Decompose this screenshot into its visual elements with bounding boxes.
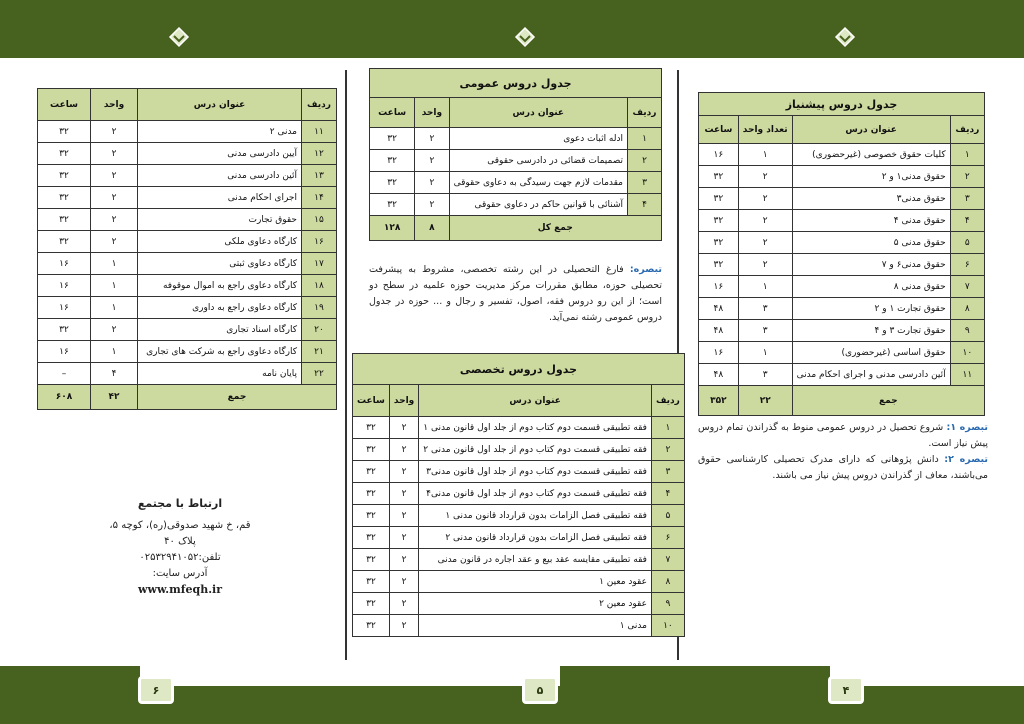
table-row bbox=[699, 188, 985, 210]
table-row bbox=[38, 209, 337, 231]
course-title: آشنائی با قوانین حاکم در دعاوی حقوقی bbox=[449, 194, 627, 216]
course-title: مدنی ۲ bbox=[138, 121, 302, 143]
table-row bbox=[699, 144, 985, 166]
row-number: ۴ bbox=[950, 210, 984, 232]
table-row bbox=[38, 319, 337, 341]
course-hours: ۳۲ bbox=[370, 128, 415, 150]
table-row bbox=[38, 231, 337, 253]
course-title: حقوق مدنی۳ bbox=[792, 188, 950, 210]
course-units: ۲ bbox=[389, 571, 418, 593]
course-hours: ۳۲ bbox=[38, 319, 91, 341]
course-units: ۲ bbox=[415, 194, 449, 216]
row-number: ۲۲ bbox=[302, 363, 337, 385]
course-units: ۱ bbox=[91, 341, 138, 363]
course-units: ۲ bbox=[738, 166, 792, 188]
page-number-middle: ۵ bbox=[522, 676, 558, 704]
course-title: فقه تطبیقی مقایسه عقد بیع و عقد اجاره در قانون مدنی bbox=[419, 549, 652, 571]
note-2 bbox=[698, 452, 988, 484]
course-hours: ۳۲ bbox=[353, 615, 390, 637]
page-divider-left bbox=[345, 70, 347, 660]
course-hours: ۳۲ bbox=[699, 232, 739, 254]
special-table-caption: جدول دروس تخصصی bbox=[353, 354, 685, 385]
page-number-right: ۴ bbox=[828, 676, 864, 704]
table-row bbox=[38, 297, 337, 319]
course-title: حقوق تجارت bbox=[138, 209, 302, 231]
course-title: مدنی ۱ bbox=[419, 615, 652, 637]
course-title: حقوق مدنی۶ و ۷ bbox=[792, 254, 950, 276]
course-units: ۲ bbox=[91, 121, 138, 143]
course-units: ۱ bbox=[738, 144, 792, 166]
col-title: عنوان درس bbox=[792, 116, 950, 144]
table-row bbox=[370, 150, 662, 172]
table-row bbox=[353, 593, 685, 615]
course-units: ۲ bbox=[389, 483, 418, 505]
course-units: ۲ bbox=[91, 209, 138, 231]
table-row bbox=[370, 128, 662, 150]
general-note bbox=[369, 262, 662, 326]
total-label: جمع bbox=[138, 385, 337, 410]
total-label: جمع bbox=[792, 386, 984, 416]
row-number: ۹ bbox=[950, 320, 984, 342]
emblem-icon-right bbox=[834, 26, 856, 48]
general-table-caption: جدول دروس عمومی bbox=[370, 69, 662, 98]
table-row bbox=[370, 172, 662, 194]
course-units: ۱ bbox=[91, 297, 138, 319]
prerequisite-courses-table bbox=[698, 92, 985, 416]
course-title: عقود معین ۲ bbox=[419, 593, 652, 615]
table-row bbox=[699, 342, 985, 364]
note-1 bbox=[698, 420, 988, 452]
course-hours: – bbox=[38, 363, 91, 385]
course-title: حقوق تجارت ۱ و ۲ bbox=[792, 298, 950, 320]
note-label: تبصره ۲: bbox=[944, 454, 989, 465]
col-row: ردیف bbox=[651, 385, 684, 417]
col-title: عنوان درس bbox=[449, 98, 627, 128]
row-number: ۷ bbox=[950, 276, 984, 298]
course-title: پایان نامه bbox=[138, 363, 302, 385]
course-hours: ۳۲ bbox=[353, 483, 390, 505]
row-number: ۲ bbox=[950, 166, 984, 188]
row-number: ۱۰ bbox=[651, 615, 684, 637]
bottom-band-notch-right bbox=[560, 666, 830, 686]
course-title: کلیات حقوق خصوصی (غیرحضوری) bbox=[792, 144, 950, 166]
course-hours: ۱۶ bbox=[38, 341, 91, 363]
course-hours: ۳۲ bbox=[38, 143, 91, 165]
table-row bbox=[353, 571, 685, 593]
row-number: ۲ bbox=[651, 439, 684, 461]
row-number: ۱۰ bbox=[950, 342, 984, 364]
course-units: ۲ bbox=[91, 143, 138, 165]
note-label: تبصره: bbox=[629, 264, 662, 275]
general-courses-table bbox=[369, 68, 662, 241]
course-title: آئین دادرسی مدنی و اجرای احکام مدنی bbox=[792, 364, 950, 386]
row-number: ۲۱ bbox=[302, 341, 337, 363]
course-title: آئین دادرسی مدنی bbox=[138, 165, 302, 187]
table-row bbox=[38, 253, 337, 275]
course-hours: ۱۶ bbox=[699, 144, 739, 166]
contact-block bbox=[100, 496, 260, 598]
prereq-notes bbox=[698, 420, 988, 484]
course-title: کارگاه دعاوی ملکی bbox=[138, 231, 302, 253]
row-number: ۸ bbox=[950, 298, 984, 320]
row-number: ۱۵ bbox=[302, 209, 337, 231]
row-number: ۱۲ bbox=[302, 143, 337, 165]
course-units: ۲ bbox=[91, 319, 138, 341]
course-title: حقوق مدنی ۴ bbox=[792, 210, 950, 232]
course-hours: ۳۲ bbox=[353, 593, 390, 615]
course-hours: ۳۲ bbox=[38, 121, 91, 143]
course-units: ۳ bbox=[738, 364, 792, 386]
course-hours: ۳۲ bbox=[699, 188, 739, 210]
col-title: عنوان درس bbox=[419, 385, 652, 417]
table-row bbox=[353, 505, 685, 527]
col-unit: واحد bbox=[389, 385, 418, 417]
course-title: حقوق مدنی ۸ bbox=[792, 276, 950, 298]
course-units: ۲ bbox=[389, 615, 418, 637]
table-row bbox=[699, 166, 985, 188]
course-units: ۲ bbox=[415, 150, 449, 172]
course-hours: ۴۸ bbox=[699, 364, 739, 386]
course-units: ۲ bbox=[91, 187, 138, 209]
row-number: ۵ bbox=[950, 232, 984, 254]
table-row bbox=[699, 210, 985, 232]
table-row bbox=[38, 165, 337, 187]
row-number: ۶ bbox=[950, 254, 984, 276]
col-unit: واحد bbox=[415, 98, 449, 128]
course-units: ۲ bbox=[389, 439, 418, 461]
course-units: ۲ bbox=[738, 232, 792, 254]
course-units: ۱ bbox=[738, 276, 792, 298]
contact-site-label: آدرس سایت: bbox=[152, 568, 208, 579]
table-row bbox=[353, 417, 685, 439]
course-title: مقدمات لازم جهت رسیدگی به دعاوی حقوقی bbox=[449, 172, 627, 194]
prereq-table-caption: جدول دروس پیشنیاز bbox=[699, 93, 985, 116]
course-title: حقوق مدنی۱ و ۲ bbox=[792, 166, 950, 188]
course-hours: ۳۲ bbox=[353, 527, 390, 549]
course-units: ۲ bbox=[389, 549, 418, 571]
table-row bbox=[353, 549, 685, 571]
note-text: فارغ التحصیلی در این رشته تخصصی، مشروط به پیشرفت تحصیلی حوزه، مطابق مقررات مرکز مدیریت حوزه علمیه در سطح دو است؛ از این رو دروس فقه، اصول، تفسیر و رجال و ... حوزه در جدول دروس عمومی رشته نمی‌آید. bbox=[369, 264, 662, 323]
course-title: کارگاه دعاوی راجع به شرکت های تجاری bbox=[138, 341, 302, 363]
top-band bbox=[0, 0, 1024, 58]
course-title: فقه تطبیقی فصل الزامات بدون قرارداد قانون مدنی ۱ bbox=[419, 505, 652, 527]
course-hours: ۳۲ bbox=[38, 187, 91, 209]
row-number: ۷ bbox=[651, 549, 684, 571]
col-row: ردیف bbox=[628, 98, 662, 128]
row-number: ۲۰ bbox=[302, 319, 337, 341]
course-hours: ۱۶ bbox=[38, 275, 91, 297]
course-units: ۲ bbox=[389, 505, 418, 527]
col-hour: ساعت bbox=[353, 385, 390, 417]
course-hours: ۳۲ bbox=[38, 165, 91, 187]
table-row bbox=[38, 275, 337, 297]
course-units: ۲ bbox=[415, 172, 449, 194]
course-units: ۲ bbox=[389, 417, 418, 439]
course-units: ۳ bbox=[738, 298, 792, 320]
course-units: ۲ bbox=[91, 165, 138, 187]
row-number: ۱۳ bbox=[302, 165, 337, 187]
course-units: ۴ bbox=[91, 363, 138, 385]
specialized-courses-table bbox=[352, 353, 685, 637]
course-hours: ۳۲ bbox=[38, 209, 91, 231]
course-title: تصمیمات قضائی در دادرسی حقوقی bbox=[449, 150, 627, 172]
course-hours: ۱۶ bbox=[38, 253, 91, 275]
note-text: دانش پژوهانی که دارای مدرک تحصیلی کارشناسی حقوق می‌باشند، معاف از گذراندن دروس پیش نیاز می باشند. bbox=[698, 454, 988, 481]
row-number: ۱ bbox=[950, 144, 984, 166]
course-hours: ۳۲ bbox=[353, 417, 390, 439]
col-unit: واحد bbox=[91, 89, 138, 121]
emblem-icon-middle bbox=[514, 26, 536, 48]
course-units: ۱ bbox=[91, 253, 138, 275]
total-units: ۸ bbox=[415, 216, 449, 241]
row-number: ۴ bbox=[628, 194, 662, 216]
row-number: ۱۸ bbox=[302, 275, 337, 297]
col-hour: ساعت bbox=[699, 116, 739, 144]
table-row bbox=[699, 320, 985, 342]
table-row bbox=[38, 187, 337, 209]
course-title: کارگاه اسناد تجاری bbox=[138, 319, 302, 341]
table-row bbox=[699, 298, 985, 320]
row-number: ۱ bbox=[651, 417, 684, 439]
course-hours: ۳۲ bbox=[699, 166, 739, 188]
col-row: ردیف bbox=[950, 116, 984, 144]
emblem-icon-left bbox=[168, 26, 190, 48]
website-link[interactable]: www.mfeqh.ir bbox=[138, 583, 222, 596]
page-number-left: ۶ bbox=[138, 676, 174, 704]
row-number: ۳ bbox=[651, 461, 684, 483]
table-row bbox=[353, 461, 685, 483]
table-row bbox=[699, 232, 985, 254]
course-hours: ۴۸ bbox=[699, 298, 739, 320]
course-title: فقه تطبیقی قسمت دوم کتاب دوم از جلد اول قانون مدنی ۱ bbox=[419, 417, 652, 439]
row-number: ۲ bbox=[628, 150, 662, 172]
course-units: ۲ bbox=[91, 231, 138, 253]
course-title: کارگاه دعاوی راجع به داوری bbox=[138, 297, 302, 319]
course-hours: ۱۶ bbox=[699, 342, 739, 364]
course-hours: ۳۲ bbox=[699, 254, 739, 276]
courses-table-continued bbox=[37, 88, 337, 410]
table-row bbox=[370, 194, 662, 216]
course-hours: ۳۲ bbox=[38, 231, 91, 253]
table-row bbox=[699, 364, 985, 386]
table-row bbox=[353, 615, 685, 637]
row-number: ۹ bbox=[651, 593, 684, 615]
course-title: فقه تطبیقی قسمت دوم کتاب دوم از جلد اول قانون مدنی۴ bbox=[419, 483, 652, 505]
row-number: ۱۷ bbox=[302, 253, 337, 275]
course-title: حقوق مدنی ۵ bbox=[792, 232, 950, 254]
row-number: ۳ bbox=[950, 188, 984, 210]
row-number: ۸ bbox=[651, 571, 684, 593]
course-title: کارگاه دعاوی راجع به اموال موقوفه bbox=[138, 275, 302, 297]
course-hours: ۱۶ bbox=[38, 297, 91, 319]
course-units: ۳ bbox=[738, 320, 792, 342]
table-row bbox=[38, 341, 337, 363]
course-title: کارگاه دعاوی ثبتی bbox=[138, 253, 302, 275]
course-hours: ۴۸ bbox=[699, 320, 739, 342]
note-text: شروع تحصیل در دروس عمومی منوط به گذراندن تمام دروس پیش نیاز است. bbox=[698, 422, 988, 449]
course-hours: ۳۲ bbox=[370, 150, 415, 172]
contact-phone: تلفن:۰۲۵۳۲۹۴۱۰۵۲ bbox=[139, 552, 221, 563]
row-number: ۱۱ bbox=[950, 364, 984, 386]
row-number: ۱۴ bbox=[302, 187, 337, 209]
course-units: ۱ bbox=[91, 275, 138, 297]
col-title: عنوان درس bbox=[138, 89, 302, 121]
course-hours: ۳۲ bbox=[370, 172, 415, 194]
course-hours: ۳۲ bbox=[353, 549, 390, 571]
contact-heading: ارتباط با مجتمع bbox=[137, 497, 223, 510]
course-units: ۲ bbox=[389, 461, 418, 483]
course-hours: ۳۲ bbox=[353, 505, 390, 527]
bottom-band-notch-left bbox=[0, 666, 140, 686]
total-units: ۲۲ bbox=[738, 386, 792, 416]
course-title: فقه تطبیقی فصل الزامات بدون قرارداد قانون مدنی ۲ bbox=[419, 527, 652, 549]
course-hours: ۳۲ bbox=[353, 571, 390, 593]
row-number: ۴ bbox=[651, 483, 684, 505]
row-number: ۶ bbox=[651, 527, 684, 549]
table-row bbox=[353, 483, 685, 505]
contact-address: قم، خ شهید صدوقی(ره)، کوچه ۵، پلاک ۴۰ bbox=[109, 520, 251, 547]
table-row bbox=[38, 143, 337, 165]
course-hours: ۳۲ bbox=[353, 461, 390, 483]
table-row bbox=[38, 121, 337, 143]
course-units: ۲ bbox=[738, 254, 792, 276]
row-number: ۱ bbox=[628, 128, 662, 150]
course-title: عقود معین ۱ bbox=[419, 571, 652, 593]
course-hours: ۳۲ bbox=[370, 194, 415, 216]
course-title: فقه تطبیقی قسمت دوم کتاب دوم از جلد اول قانون مدنی ۲ bbox=[419, 439, 652, 461]
course-hours: ۳۲ bbox=[699, 210, 739, 232]
total-hours: ۶۰۸ bbox=[38, 385, 91, 410]
note-label: تبصره ۱: bbox=[946, 422, 988, 433]
table-row bbox=[699, 276, 985, 298]
course-title: حقوق اساسی (غیرحضوری) bbox=[792, 342, 950, 364]
total-hours: ۱۲۸ bbox=[370, 216, 415, 241]
row-number: ۳ bbox=[628, 172, 662, 194]
course-units: ۲ bbox=[389, 593, 418, 615]
course-units: ۲ bbox=[389, 527, 418, 549]
table-row bbox=[353, 527, 685, 549]
col-hour: ساعت bbox=[38, 89, 91, 121]
course-title: ادله اثبات دعوی bbox=[449, 128, 627, 150]
course-units: ۱ bbox=[738, 342, 792, 364]
course-hours: ۱۶ bbox=[699, 276, 739, 298]
table-row bbox=[353, 439, 685, 461]
col-unit: تعداد واحد bbox=[738, 116, 792, 144]
course-title: حقوق تجارت ۳ و ۴ bbox=[792, 320, 950, 342]
course-units: ۲ bbox=[738, 188, 792, 210]
course-hours: ۳۲ bbox=[353, 439, 390, 461]
total-hours: ۳۵۲ bbox=[699, 386, 739, 416]
course-units: ۲ bbox=[738, 210, 792, 232]
table-row bbox=[699, 254, 985, 276]
course-units: ۲ bbox=[415, 128, 449, 150]
total-units: ۴۲ bbox=[91, 385, 138, 410]
row-number: ۱۱ bbox=[302, 121, 337, 143]
col-hour: ساعت bbox=[370, 98, 415, 128]
course-title: فقه تطبیقی قسمت دوم کتاب دوم از جلد اول قانون مدنی۳ bbox=[419, 461, 652, 483]
row-number: ۵ bbox=[651, 505, 684, 527]
course-title: اجرای احکام مدنی bbox=[138, 187, 302, 209]
col-row: ردیف bbox=[302, 89, 337, 121]
table-row bbox=[38, 363, 337, 385]
row-number: ۱۶ bbox=[302, 231, 337, 253]
total-label: جمع کل bbox=[449, 216, 661, 241]
course-title: آیین دادرسی مدنی bbox=[138, 143, 302, 165]
row-number: ۱۹ bbox=[302, 297, 337, 319]
